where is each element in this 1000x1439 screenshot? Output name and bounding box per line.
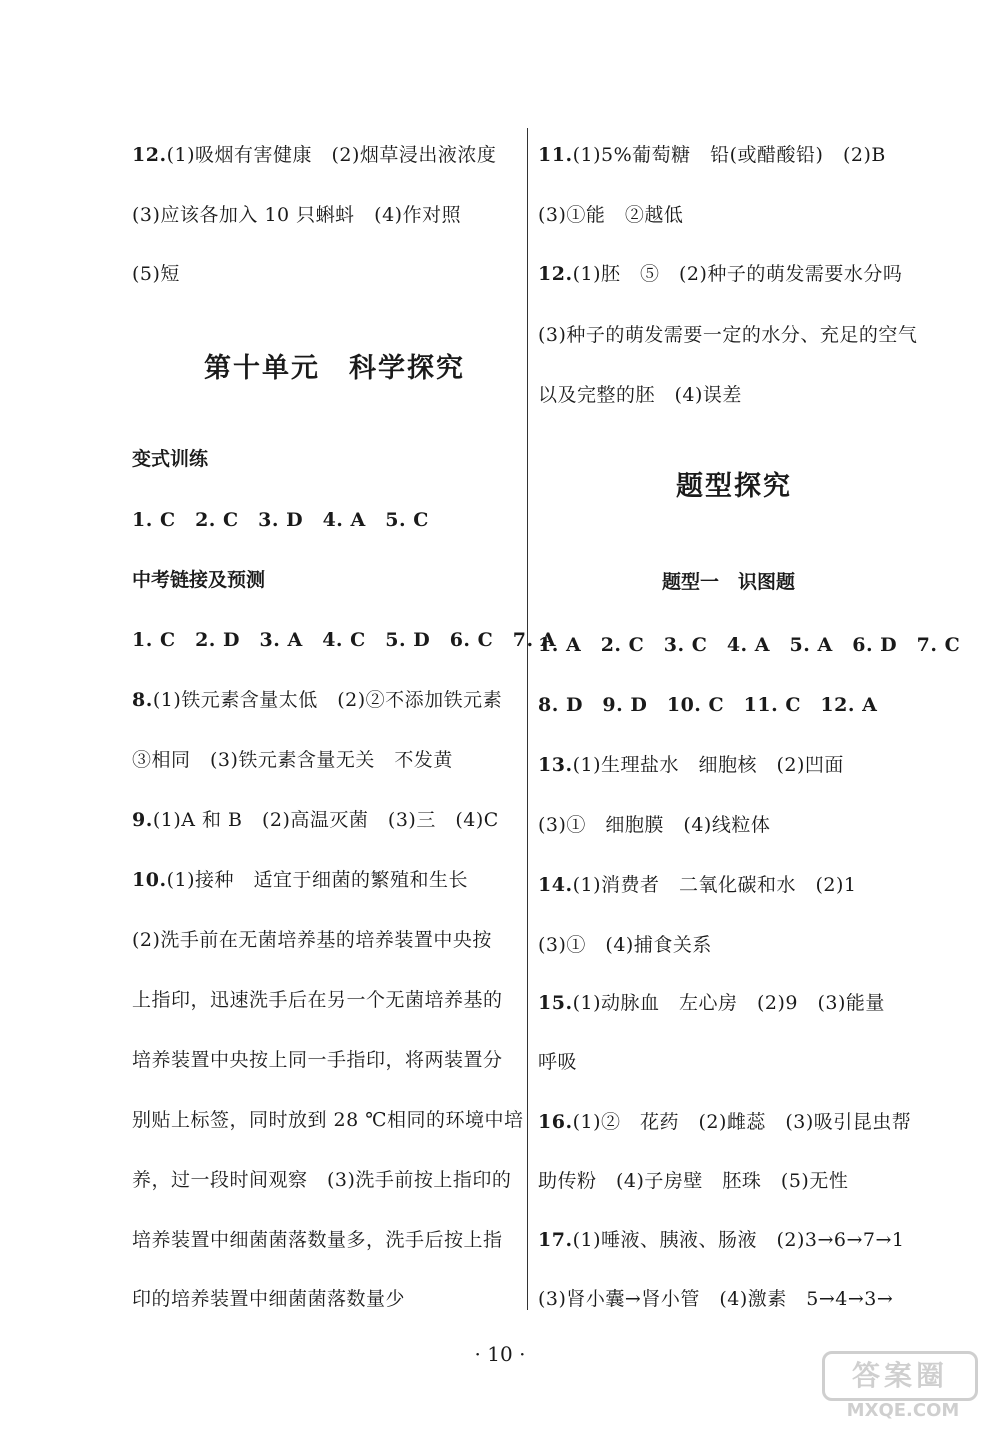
q10-line7: 培养装置中细菌菌落数量多，洗手后按上指 (132, 1229, 503, 1251)
q10-line4: 培养装置中央按上同一手指印，将两装置分 (132, 1049, 503, 1071)
q13-line1: 13.(1)生理盐水 细胞核 (2)凹面 (538, 754, 844, 776)
unit-title: 第十单元 科学探究 (204, 353, 465, 384)
q10-line3: 上指印，迅速洗手后在另一个无菌培养基的 (132, 989, 503, 1011)
q14-line1: 14.(1)消费者 二氧化碳和水 (2)1 (538, 874, 857, 896)
watermark-logo: 答案圈 (822, 1351, 978, 1401)
q10-line1: 10.(1)接种 适宜于细菌的繁殖和生长 (132, 869, 468, 891)
variation-answers: 1. C 2. C 3. D 4. A 5. C (132, 509, 429, 531)
section-exam-link: 中考链接及预测 (132, 569, 266, 591)
q9-line1: 9.(1)A 和 B (2)高温灭菌 (3)三 (4)C (132, 809, 499, 831)
q12-line1: 12.(1)吸烟有害健康 (2)烟草浸出液浓度 (132, 144, 497, 166)
q17-line2: (3)肾小囊→肾小管 (4)激素 5→4→3→ (538, 1288, 894, 1310)
q12r-line2: (3)种子的萌发需要一定的水分、充足的空气 (538, 324, 918, 346)
q16-line2: 助传粉 (4)子房壁 胚珠 (5)无性 (538, 1170, 849, 1192)
q14-line2: (3)① (4)捕食关系 (538, 934, 712, 956)
q10-line5: 别贴上标签，同时放到 28 ℃相同的环境中培 (132, 1109, 524, 1131)
q10-line8: 印的培养装置中细菌菌落数量少 (132, 1288, 406, 1310)
q15-line2: 呼吸 (538, 1051, 578, 1073)
q13-line2: (3)① 细胞膜 (4)线粒体 (538, 814, 771, 836)
watermark (828, 1351, 978, 1421)
q12r-line1: 12.(1)胚 ⑤ (2)种子的萌发需要水分吗 (538, 263, 903, 285)
watermark-url: MXQE.COM (846, 1400, 960, 1421)
section-variation-training: 变式训练 (132, 448, 209, 470)
q16-line1: 16.(1)② 花药 (2)雌蕊 (3)吸引昆虫帮 (538, 1111, 912, 1133)
q10-line2: (2)洗手前在无菌培养基的培养装置中央按 (132, 929, 492, 951)
subsection-diagram-questions: 题型一 识图题 (662, 571, 796, 593)
q11-line2: (3)①能 ②越低 (538, 204, 684, 226)
q12r-line3: 以及完整的胚 (4)误差 (538, 384, 742, 406)
diagram-answers-2: 8. D 9. D 10. C 11. C 12. A (538, 694, 878, 716)
section-question-types: 题型探究 (676, 471, 792, 502)
q12-line3: (5)短 (132, 263, 180, 285)
q12-line2: (3)应该各加入 10 只蝌蚪 (4)作对照 (132, 204, 462, 226)
diagram-answers-1: 1. A 2. C 3. C 4. A 5. A 6. D 7. C (538, 634, 961, 656)
q8-line2: ③相同 (3)铁元素含量无关 不发黄 (132, 749, 453, 771)
q10-line6: 养，过一段时间观察 (3)洗手前按上指印的 (132, 1169, 512, 1191)
page-number: · 10 · (474, 1342, 526, 1366)
q8-line1: 8.(1)铁元素含量太低 (2)②不添加铁元素 (132, 689, 503, 711)
exam-answers: 1. C 2. D 3. A 4. C 5. D 6. C 7. A (132, 629, 556, 651)
q17-line1: 17.(1)唾液、胰液、肠液 (2)3→6→7→1 (538, 1229, 905, 1251)
q15-line1: 15.(1)动脉血 左心房 (2)9 (3)能量 (538, 992, 885, 1014)
column-divider (527, 128, 528, 1310)
q11-line1: 11.(1)5%葡萄糖 铅(或醋酸铅) (2)B (538, 144, 886, 166)
